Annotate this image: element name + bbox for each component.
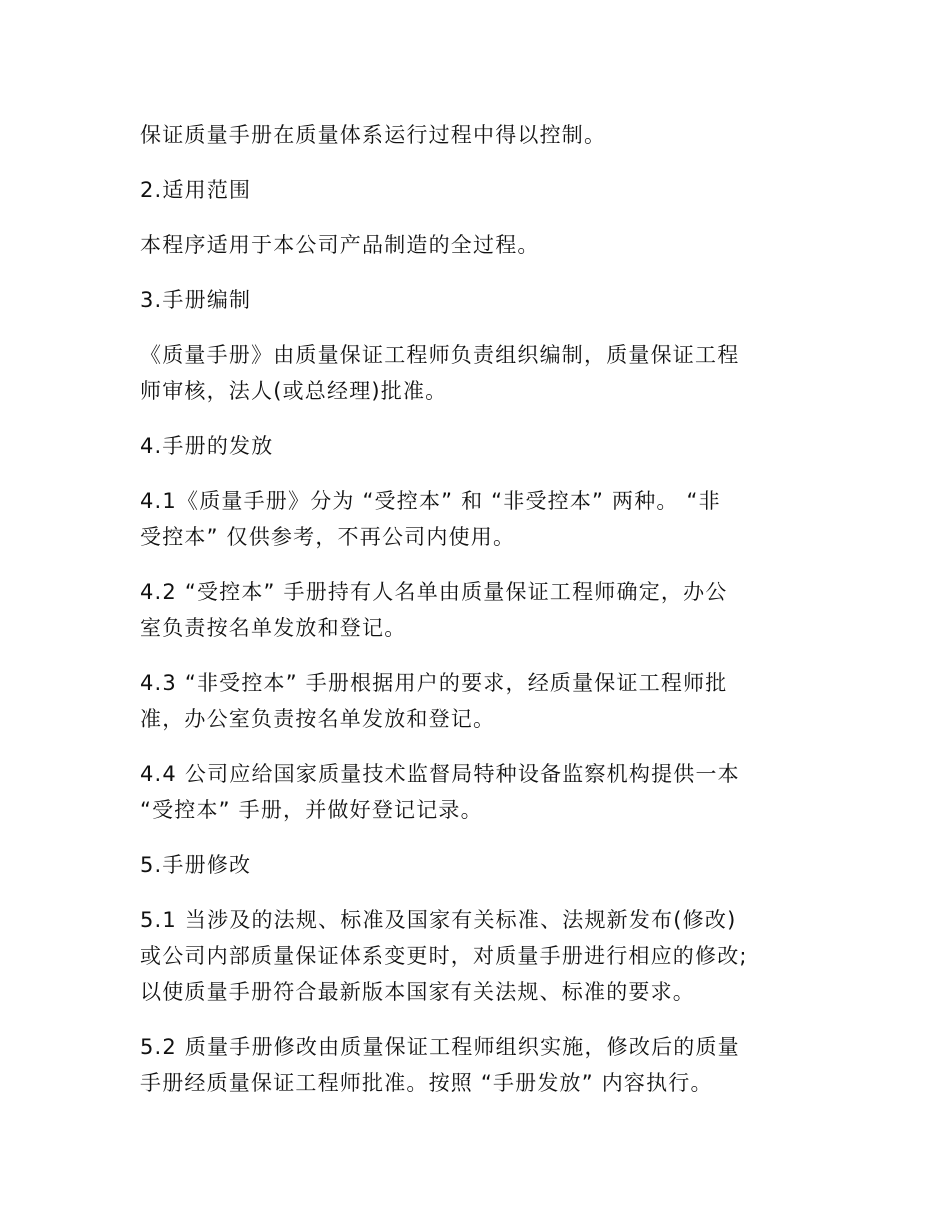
paragraph-4-1: 4.1《质量手册》分为 “受控本” 和 “非受控本” 两种。 “非 受控本” 仅供参考，不再公司内使用。 (140, 489, 721, 549)
paragraph-5-1: 5.1 当涉及的法规、标准及国家有关标准、法规新发布(修改) 或公司内部质量保证体系变更时，对质量手册进行相应的修改; 以使质量手册符合最新版本国家有关法规、标准的要求。 (140, 908, 748, 1004)
heading-manual-distribution: 4.手册的发放 (140, 434, 274, 458)
paragraph-4-2: 4.2 “受控本” 手册持有人名单由质量保证工程师确定，办公 室负责按名单发放和登记。 (140, 580, 728, 640)
paragraph-scope: 本程序适用于本公司产品制造的全过程。 (140, 233, 540, 257)
paragraph-manual-compilation: 《质量手册》由质量保证工程师负责组织编制，质量保证工程 师审核，法人(或总经理)批准。 (140, 343, 740, 403)
paragraph-4-4: 4.4 公司应给国家质量技术监督局特种设备监察机构提供一本 “受控本” 手册，并做好登记记录。 (140, 762, 740, 822)
paragraph-intro: 保证质量手册在质量体系运行过程中得以控制。 (140, 123, 607, 147)
paragraph-5-2: 5.2 质量手册修改由质量保证工程师组织实施，修改后的质量 手册经质量保证工程师批准。按照 “手册发放” 内容执行。 (140, 1035, 740, 1095)
document-body (140, 117, 820, 1120)
heading-manual-revision: 5.手册修改 (140, 853, 252, 877)
paragraph-4-3: 4.3 “非受控本” 手册根据用户的要求，经质量保证工程师批 准，办公室负责按名单发放和登记。 (140, 671, 728, 731)
heading-scope: 2.适用范围 (140, 178, 252, 202)
heading-manual-compilation: 3.手册编制 (140, 288, 252, 312)
